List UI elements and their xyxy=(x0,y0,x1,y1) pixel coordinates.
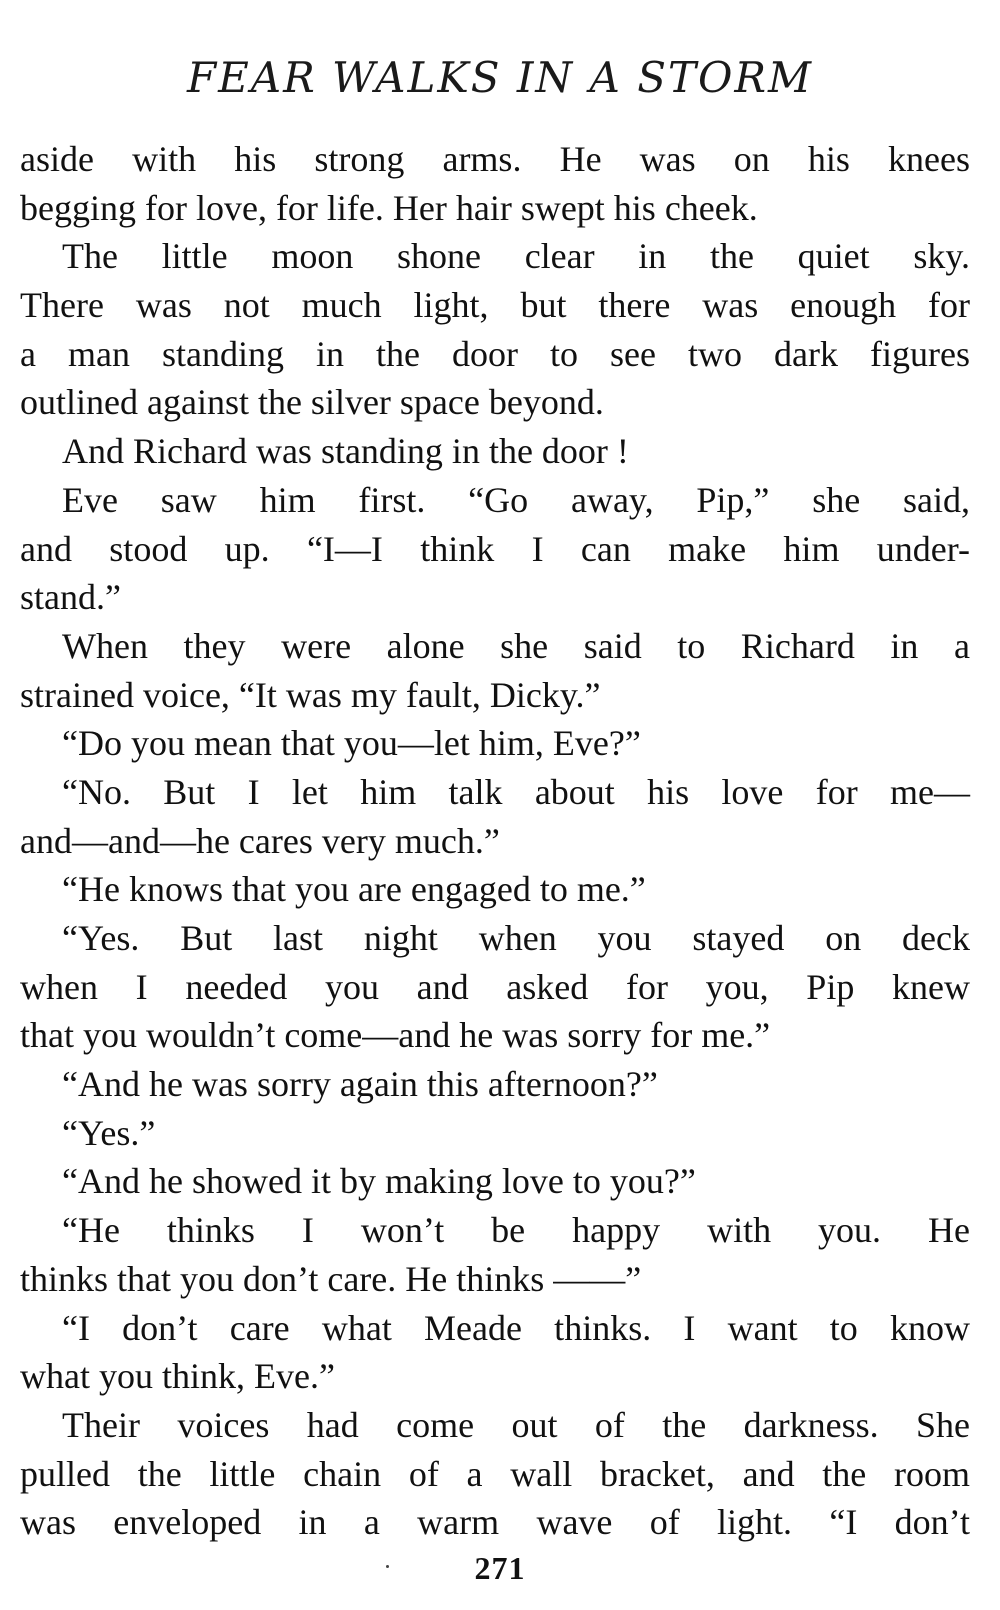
running-head: FEAR WALKS IN A STORM xyxy=(186,53,814,102)
text-line: that you wouldn’t come—and he was sorry for me.” xyxy=(20,1015,771,1056)
text-line: “No. But I let him talk about his love for me— xyxy=(62,771,970,812)
text-line: There was not much light, but there was enough for xyxy=(20,285,970,326)
text-line: “He knows that you are engaged to me.” xyxy=(62,869,646,910)
text-line: outlined against the silver space beyond. xyxy=(20,382,604,423)
text-line: Eve saw him first. “Go away, Pip,” she said, xyxy=(62,479,970,520)
text-line: what you think, Eve.” xyxy=(20,1356,335,1397)
text-line: and—and—he cares very much.” xyxy=(20,820,500,861)
text-line: begging for love, for life. Her hair swept his cheek. xyxy=(20,187,758,228)
text-line: was enveloped in a warm wave of light. “I don’t xyxy=(20,1502,970,1543)
text-line: Their voices had come out of the darkness. She xyxy=(62,1404,970,1445)
text-line: “Yes.” xyxy=(62,1112,156,1153)
page-number: 271 xyxy=(474,1550,526,1586)
text-line: strained voice, “It was my fault, Dicky.” xyxy=(20,674,601,715)
text-line: “And he was sorry again this afternoon?” xyxy=(62,1064,658,1105)
text-line: when I needed you and asked for you, Pip knew xyxy=(20,966,970,1007)
print-speck xyxy=(386,1565,389,1568)
text-line: “Yes. But last night when you stayed on deck xyxy=(62,918,970,958)
text-line: “Do you mean that you—let him, Eve?” xyxy=(62,723,641,764)
text-line: “He thinks I won’t be happy with you. He xyxy=(62,1210,970,1251)
text-line: And Richard was standing in the door ! xyxy=(62,431,629,472)
text-line: “I don’t care what Meade thinks. I want to know xyxy=(62,1307,970,1348)
text-line: The little moon shone clear in the quiet sky. xyxy=(62,236,970,277)
text-line: a man standing in the door to see two dark figures xyxy=(20,333,970,374)
text-line: and stood up. “I—I think I can make him under- xyxy=(20,528,970,569)
text-line: stand.” xyxy=(20,577,121,618)
text-line: aside with his strong arms. He was on his knees xyxy=(20,139,970,179)
text-line: “And he showed it by making love to you?” xyxy=(62,1161,696,1202)
body-text xyxy=(20,135,970,1547)
text-line: When they were alone she said to Richard in a xyxy=(62,625,970,666)
text-line: thinks that you don’t care. He thinks ——” xyxy=(20,1258,642,1299)
text-line: pulled the little chain of a wall bracket, and the room xyxy=(20,1453,970,1494)
